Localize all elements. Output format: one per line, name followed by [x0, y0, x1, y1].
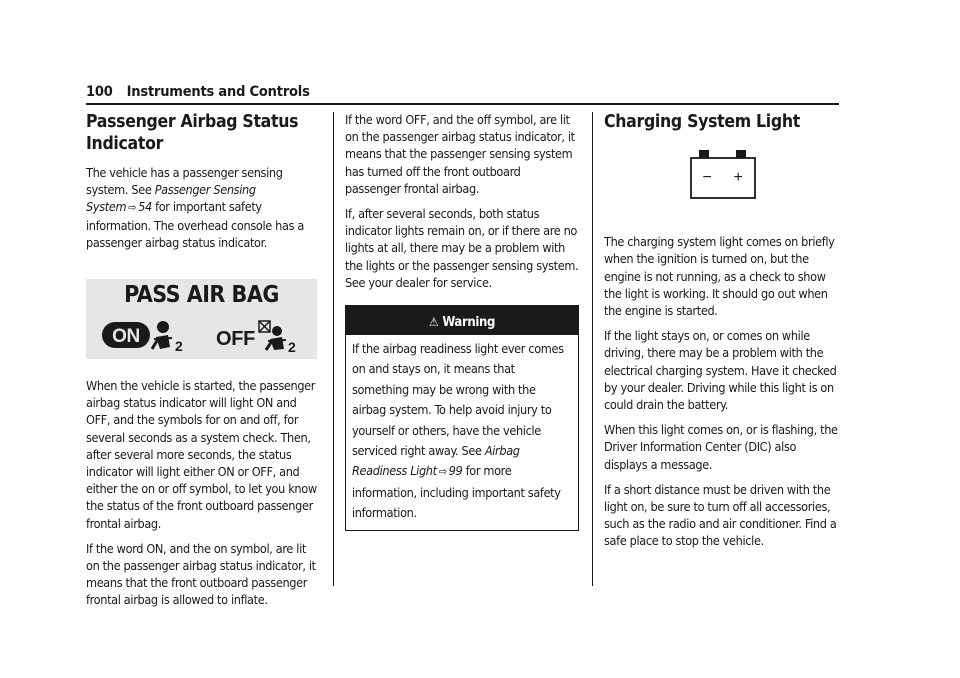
- column-2: [345, 111, 579, 531]
- battery-icon: [690, 149, 840, 205]
- warning-icon: ⚠: [428, 315, 439, 330]
- cross-reference-link[interactable]: Airbag Readiness Light: [352, 443, 520, 479]
- page-ref-icon: ⇨: [438, 465, 447, 479]
- paragraph: When this light comes on, or is flashing, the Driver Information Center (DIC) also displays a message.: [604, 422, 838, 472]
- column-divider: [333, 112, 334, 586]
- page-ref-icon: ⇨: [128, 201, 137, 215]
- paragraph: If a short distance must be driven with the light on, be sure to turn off all accessories, such as the radio and air conditioner. Find a safe place to stop the vehicle.: [604, 481, 837, 549]
- passenger-seated-icon: [152, 321, 172, 349]
- plus-sign: +: [733, 169, 743, 186]
- seat-number: 2: [288, 339, 296, 356]
- indicator-symbols: [86, 279, 317, 359]
- column-divider: [592, 112, 593, 586]
- paragraph: If the word ON, and the on symbol, are lit on the passenger airbag status indicator, it means that the front outboard passenger frontal airbag is allowed to inflate.: [86, 540, 316, 608]
- on-label: ON: [112, 326, 140, 348]
- paragraph: If the light stays on, or comes on while driving, there may be a problem with the electrical charging system. Have it checked by your dealer. Driving while this light is on could drain the battery.: [604, 328, 837, 413]
- warning-header: [346, 306, 578, 335]
- column-3: [604, 111, 840, 558]
- warning-body: If the airbag readiness light ever comes on and stays on, it means that something may be wrong with the airbag system. To help avoid injury to yourself or others, have the vehicle serviced right away. See Airbag Readiness Light ⇨ 99 for more information, including important safety information.: [352, 341, 564, 521]
- section-title: Instruments and Controls: [126, 84, 310, 100]
- passenger-airbag-off-icon: [259, 321, 286, 350]
- paragraph: If, after several seconds, both status indicator lights remain on, or if there are no lights at all, there may be a problem with the lights or the passenger sensing system. See your dealer for service.: [345, 206, 579, 290]
- page-ref[interactable]: 54: [138, 199, 152, 215]
- section-heading: Charging System Light: [604, 112, 800, 132]
- seat-number: 2: [175, 338, 183, 355]
- section-heading: Passenger Airbag Status Indicator: [86, 112, 299, 154]
- off-label: OFF: [216, 328, 255, 351]
- paragraph: When the vehicle is started, the passenger airbag status indicator will light ON and OFF, and the symbols for on and off, for several seconds as a system check. Then, after several more seconds, the status indicator will light either ON or OFF, and either the on or off symbol, to let you know the status of the front outboard passenger frontal airbag.: [86, 378, 317, 531]
- header-rule: [86, 103, 839, 105]
- minus-sign: −: [702, 169, 712, 186]
- paragraph: The charging system light comes on briefly when the ignition is turned on, but the engine is not running, as a check to show the light is working. It should go out when the engine is started.: [604, 234, 835, 319]
- warning-box: [345, 305, 579, 531]
- page-header: [86, 84, 310, 100]
- indicator-title: PASS AIR BAG: [124, 282, 279, 309]
- page-ref[interactable]: 99: [448, 463, 463, 479]
- airbag-status-indicator-illustration: [86, 279, 317, 359]
- warning-title: Warning: [442, 315, 496, 331]
- page-number: 100: [86, 84, 113, 100]
- paragraph: If the word OFF, and the off symbol, are lit on the passenger airbag status indicator, it means that the passenger sensing system has turned off the front outboard passenger frontal airbag.: [345, 112, 575, 196]
- paragraph: The vehicle has a passenger sensing system. See Passenger Sensing System ⇨ 54 for important safety information. The overhead console has a passenger airbag status indicator.: [86, 165, 304, 250]
- cross-reference-link[interactable]: Passenger Sensing System: [86, 182, 256, 215]
- column-1: [86, 111, 322, 617]
